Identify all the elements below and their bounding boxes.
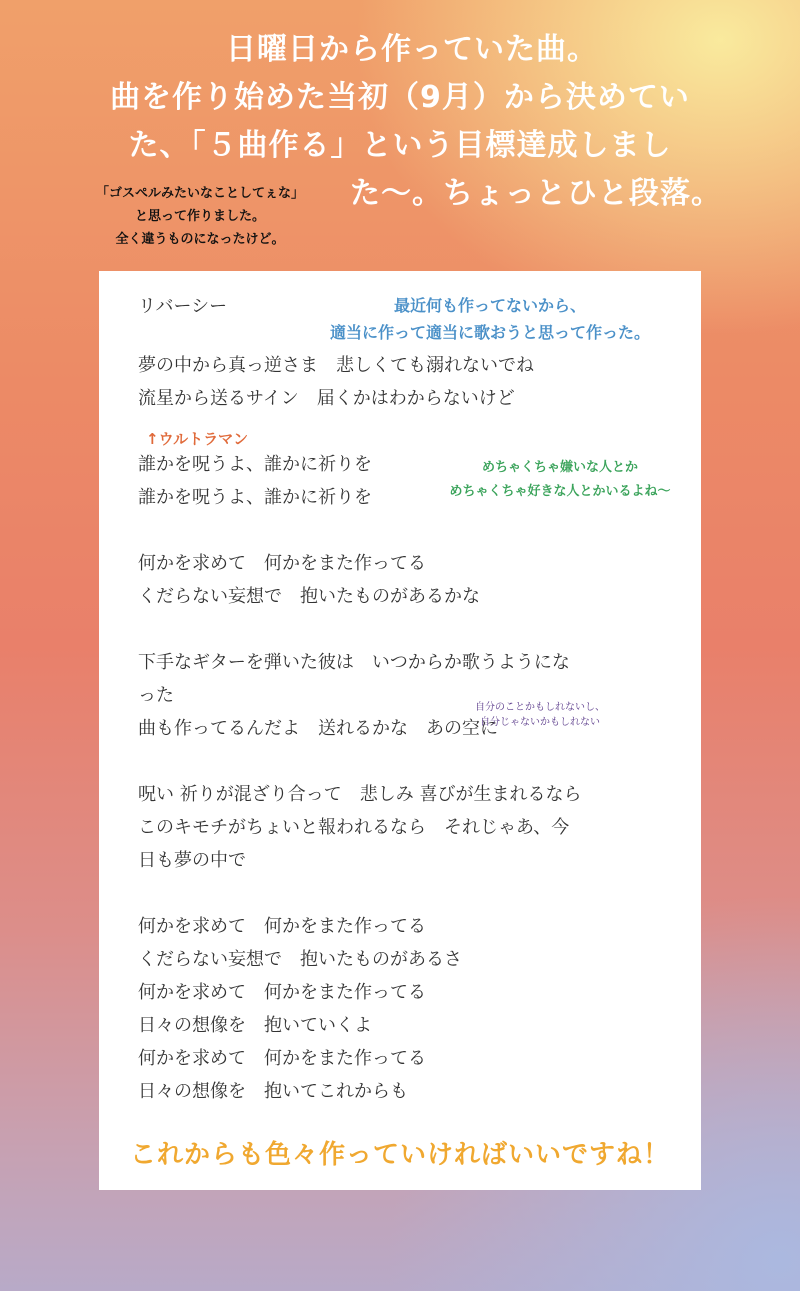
lyric-line: 誰かを呪うよ、誰かに祈りを xyxy=(138,454,372,475)
side-note xyxy=(70,182,330,251)
lyric-line: 呪い 祈りが混ざり合って 悲しみ 喜びが生まれるなら xyxy=(138,784,582,805)
annotation-purple xyxy=(455,700,625,730)
lyric-line: 下手なギターを弾いた彼は いつからか歌うようにな xyxy=(138,652,570,673)
header-line: た〜。ちょっとひと段落。 xyxy=(350,176,722,211)
side-note-line: 全く違うものになったけど。 xyxy=(115,232,285,247)
lyric-line: 流星から送るサイン 届くかはわからないけど xyxy=(138,388,515,409)
lyric-line: 何かを求めて 何かをまた作ってる xyxy=(138,553,426,574)
lyric-line: くだらない妄想で 抱いたものがあるさ xyxy=(138,949,462,970)
annotation-blue xyxy=(300,292,680,346)
annotation-line: めちゃくちゃ嫌いな人とか xyxy=(481,460,638,475)
lyric-line: 日も夢の中で xyxy=(138,850,246,871)
annotation-line: めちゃくちゃ好きな人とかいるよね〜 xyxy=(449,484,671,499)
lyric-line: 何かを求めて 何かをまた作ってる xyxy=(138,982,426,1003)
annotation-line: 自分じゃないかもしれない xyxy=(480,717,600,728)
song-title: リバーシー xyxy=(138,296,228,317)
annotation-line: 適当に作って適当に歌おうと思って作った。 xyxy=(329,323,650,342)
lyric-line: った xyxy=(138,685,174,706)
lyrics-body xyxy=(138,290,581,1108)
lyric-line: 夢の中から真っ逆さま 悲しくても溺れないでね xyxy=(138,355,534,376)
lyric-line: 曲も作ってるんだよ 送れるかな あの空に xyxy=(138,718,498,739)
lyric-line: くだらない妄想で 抱いたものがあるかな xyxy=(138,586,480,607)
lyric-line: 誰かを呪うよ、誰かに祈りを xyxy=(138,487,372,508)
side-note-line: 「ゴスペルみたいなことしてぇな」 xyxy=(95,186,304,201)
lyric-line: 日々の想像を 抱いていくよ xyxy=(138,1015,372,1036)
annotation-green xyxy=(420,456,700,504)
lyric-line: 何かを求めて 何かをまた作ってる xyxy=(138,916,426,937)
annotation-line: 最近何も作ってないから、 xyxy=(393,296,586,315)
annotation-orange: ↑ウルトラマン xyxy=(146,430,249,448)
annotation-line: 自分のことかもしれないし、 xyxy=(475,702,605,713)
footer-note: これからも色々作っていければいいですね！ xyxy=(129,1140,670,1170)
lyric-line: 何かを求めて 何かをまた作ってる xyxy=(138,1048,426,1069)
side-note-line: と思って作りました。 xyxy=(134,209,265,224)
header-line: 曲を作り始めた当初（9月）から決めてい xyxy=(110,80,690,115)
lyric-line: 日々の想像を 抱いてこれからも xyxy=(138,1081,408,1102)
header-line: た、「５曲作る」という目標達成しまし xyxy=(128,128,672,163)
lyric-line: このキモチがちょいと報われるなら それじゃあ、今 xyxy=(138,817,570,838)
header-line: 日曜日から作っていた曲。 xyxy=(226,32,598,67)
